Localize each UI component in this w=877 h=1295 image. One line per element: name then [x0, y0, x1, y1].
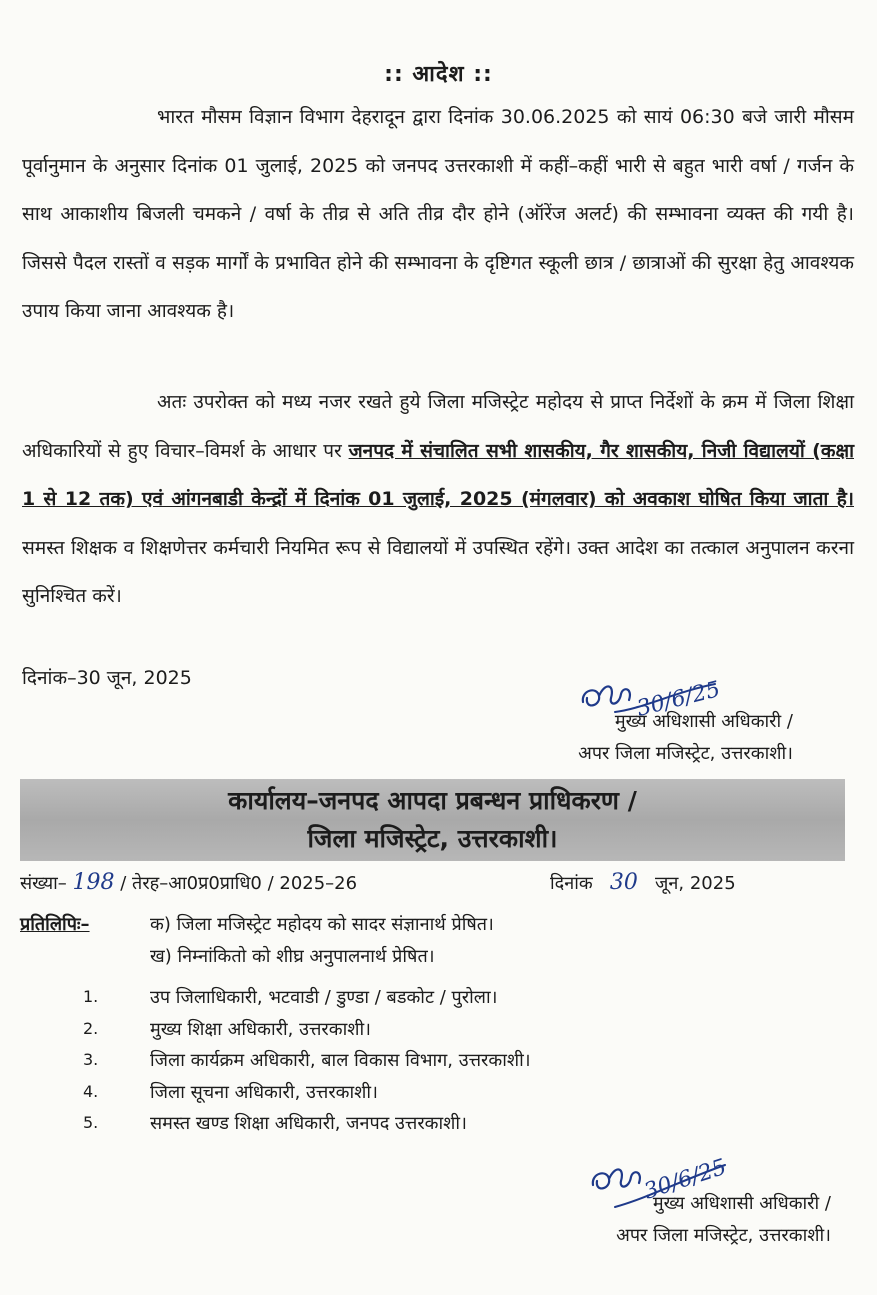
list-item-text: मुख्य शिक्षा अधिकारी, उत्तरकाशी। [150, 1018, 371, 1040]
ref-prefix: संख्या– [20, 873, 67, 894]
signature-1-date: 30/6/25 [634, 677, 723, 722]
reference-line [20, 870, 810, 895]
order-holiday-declaration: जनपद में संचालित सभी शासकीय, गैर शासकीय, निजी विद्यालयों (कक्षा 1 से 12 तक) एवं आंगनबाडी केन्द्रों में दिनांक 01 जुलाई, 2025 (मंगलवार) को अवकाश घोषित किया जाता है। [22, 439, 854, 510]
list-item-text: उप जिलाधिकारी, भटवाडी / डुण्डा / बडकोट / पुरोला। [150, 987, 498, 1008]
copy-line-b: ख) निम्नांकितो को शीघ्र अनुपालनार्थ प्रेषित। [150, 946, 435, 967]
copy-label: प्रतिलिपिः– [20, 914, 90, 935]
order-paragraph-2 [22, 378, 854, 621]
ref-number: 198 [72, 870, 115, 895]
order-signatory-office: अपर जिला मजिस्ट्रेट, उत्तरकाशी। [578, 743, 793, 764]
list-item-number: 3. [83, 1050, 99, 1069]
list-item-number: 5. [83, 1113, 99, 1132]
order-paragraph-2-rest: समस्त शिक्षक व शिक्षणेत्तर कर्मचारी नियमित रूप से विद्यालयों में उपस्थित रहेंगे। उक्त आदेश का तत्काल अनुपालन करना सुनिश्चित करें। [22, 536, 854, 607]
order-paragraph-1-text: भारत मौसम विज्ञान विभाग देहरादून द्वारा दिनांक 30.06.2025 को सायं 06:30 बजे जारी मौसम पूर्वानुमान के अनुसार दिनांक 01 जुलाई, 2025 को जनपद उत्तरकाशी में कहीं–कहीं भारी से बहुत भारी वर्षा / गर्जन के साथ आकाशीय बिजली चमकने / वर्षा के तीव्र से अति तीव्र दौर होने (ऑरेंज अलर्ट) की सम्भावना व्यक्त की गयी है। जिससे पैदल रास्तों व सड़क मार्गों के प्रभावित होने की सम्भावना के दृष्टिगत स्कूली छात्र / छात्राओं की सुरक्षा हेतु आवश्यक उपाय किया जाना आवश्यक है। [22, 106, 854, 322]
list-item-text: समस्त खण्ड शिक्षा अधिकारी, जनपद उत्तरकाशी। [150, 1113, 467, 1134]
ref-date [550, 870, 736, 895]
ref-suffix: / तेरह–आ0प्र0प्राधि0 / 2025–26 [114, 873, 358, 894]
office-banner-line-2: जिला मजिस्ट्रेट, उत्तरकाशी। [307, 824, 558, 853]
office-banner [20, 779, 845, 861]
order-paragraph-2-intro: अतः उपरोक्त को मध्य नजर रखते हुये जिला मजिस्ट्रेट महोदय से प्राप्त निर्देशों के क्रम में जिला शिक्षा अधिकारियों से हुए विचार–विमर्श के आधार पर [22, 391, 854, 462]
copy-signatory-office: अपर जिला मजिस्ट्रेट, उत्तरकाशी। [616, 1225, 831, 1246]
office-banner-line-1: कार्यालय–जनपद आपदा प्रबन्धन प्राधिकरण / [228, 786, 637, 815]
ref-date-day: 30 [609, 870, 638, 895]
order-signatory-title: मुख्य अधिशासी अधिकारी / [614, 711, 793, 732]
copy-signatory [616, 1188, 831, 1252]
order-signatory [578, 706, 793, 770]
copy-signatory-title: मुख्य अधिशासी अधिकारी / [652, 1193, 831, 1214]
list-item-number: 4. [83, 1081, 99, 1101]
list-item-number: 1. [83, 987, 99, 1006]
copy-line-a: क) जिला मजिस्ट्रेट महोदय को सादर संज्ञानार्थ प्रेषित। [150, 914, 494, 935]
list-item-text: जिला कार्यक्रम अधिकारी, बाल विकास विभाग, उत्तरकाशी। [150, 1050, 531, 1071]
list-item-number: 2. [83, 1018, 99, 1038]
ref-date-suffix: जून, 2025 [655, 873, 736, 894]
order-date: दिनांक–30 जून, 2025 [22, 667, 192, 689]
list-item-text: जिला सूचना अधिकारी, उत्तरकाशी। [150, 1081, 378, 1103]
ref-date-prefix: दिनांक [550, 873, 593, 894]
order-paragraph-1 [22, 93, 854, 336]
order-heading: :: आदेश :: [384, 62, 493, 87]
signature-2-date: 30/6/25 [641, 1155, 730, 1205]
